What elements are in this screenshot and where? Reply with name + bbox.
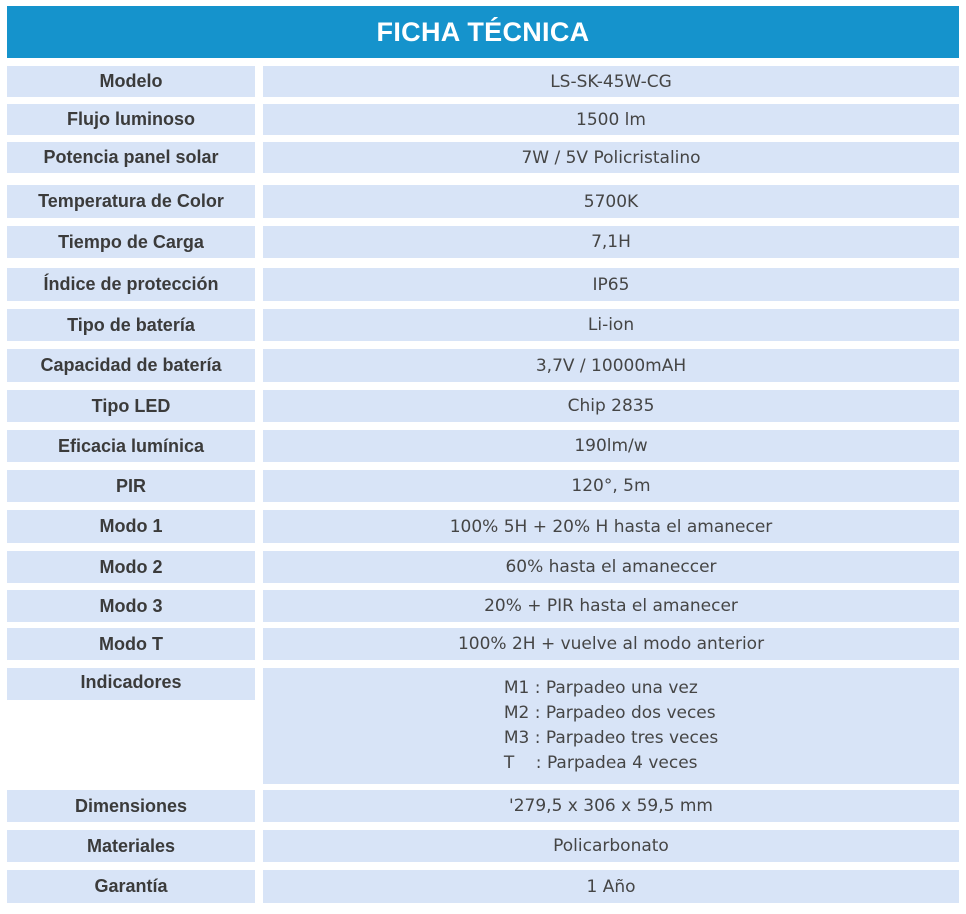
spec-label: Flujo luminoso: [7, 104, 255, 135]
spec-value: Li-ion: [263, 309, 959, 341]
spec-value: Policarbonato: [263, 830, 959, 862]
spec-label: Tiempo de Carga: [7, 226, 255, 258]
spec-label: Modo 1: [7, 510, 255, 543]
spec-label: Modo 2: [7, 551, 255, 583]
spec-row-eficacia-luminica: [7, 430, 959, 462]
spec-value: 7,1H: [263, 226, 959, 258]
spec-value: 100% 5H + 20% H hasta el amanecer: [263, 510, 959, 543]
spec-value: 5700K: [263, 185, 959, 218]
spec-row-dimensiones: [7, 790, 959, 822]
spec-label: Potencia panel solar: [7, 142, 255, 173]
spec-label: Modo 3: [7, 590, 255, 622]
spec-label: Modelo: [7, 66, 255, 97]
spec-row-temperatura-de-color: [7, 185, 959, 218]
spec-value: 3,7V / 10000mAH: [263, 349, 959, 382]
spec-row-indice-de-proteccion: [7, 268, 959, 301]
sheet-title: FICHA TÉCNICA: [7, 6, 959, 58]
indicator-line: M3 : Parpadeo tres veces: [503, 728, 719, 748]
spec-label: Capacidad de batería: [7, 349, 255, 382]
spec-label: Eficacia lumínica: [7, 430, 255, 462]
spec-value: 7W / 5V Policristalino: [263, 142, 959, 173]
spec-row-tipo-led: [7, 390, 959, 422]
indicator-line: M2 : Parpadeo dos veces: [503, 703, 716, 723]
spec-label: Tipo de batería: [7, 309, 255, 341]
spec-value: IP65: [263, 268, 959, 301]
spec-row-indicadores: [7, 668, 959, 784]
spec-row-tiempo-de-carga: [7, 226, 959, 258]
spec-row-garantia: [7, 870, 959, 903]
indicator-line: M1 : Parpadeo una vez: [503, 678, 698, 698]
spec-value: 1500 lm: [263, 104, 959, 135]
spec-value-indicators: [263, 668, 959, 784]
spec-row-modo-1: [7, 510, 959, 543]
spec-value: LS-SK-45W-CG: [263, 66, 959, 97]
spec-label: Indicadores: [7, 668, 255, 700]
spec-row-flujo-luminoso: [7, 104, 959, 135]
indicator-line: T : Parpadea 4 veces: [503, 753, 698, 773]
spec-label: Dimensiones: [7, 790, 255, 822]
spec-value: 1 Año: [263, 870, 959, 903]
spec-row-materiales: [7, 830, 959, 862]
spec-row-modelo: [7, 66, 959, 97]
spec-label: Temperatura de Color: [7, 185, 255, 218]
spec-value: 120°, 5m: [263, 470, 959, 502]
spec-label: Modo T: [7, 628, 255, 660]
spec-label: Tipo LED: [7, 390, 255, 422]
spec-label: Garantía: [7, 870, 255, 903]
spec-row-modo-2: [7, 551, 959, 583]
spec-value: Chip 2835: [263, 390, 959, 422]
spec-label: PIR: [7, 470, 255, 502]
spec-row-tipo-de-bateria: [7, 309, 959, 341]
spec-value: 20% + PIR hasta el amanecer: [263, 590, 959, 622]
indicator-list: [504, 676, 718, 776]
spec-row-modo-t: [7, 628, 959, 660]
spec-label: Materiales: [7, 830, 255, 862]
spec-value: 190lm/w: [263, 430, 959, 462]
spec-value: 60% hasta el amaneccer: [263, 551, 959, 583]
spec-value: '279,5 x 306 x 59,5 mm: [263, 790, 959, 822]
spec-value: 100% 2H + vuelve al modo anterior: [263, 628, 959, 660]
spec-row-modo-3: [7, 590, 959, 622]
spec-label: Índice de protección: [7, 268, 255, 301]
spec-row-pir: [7, 470, 959, 502]
spec-row-capacidad-de-bateria: [7, 349, 959, 382]
spec-row-potencia-panel-solar: [7, 142, 959, 173]
